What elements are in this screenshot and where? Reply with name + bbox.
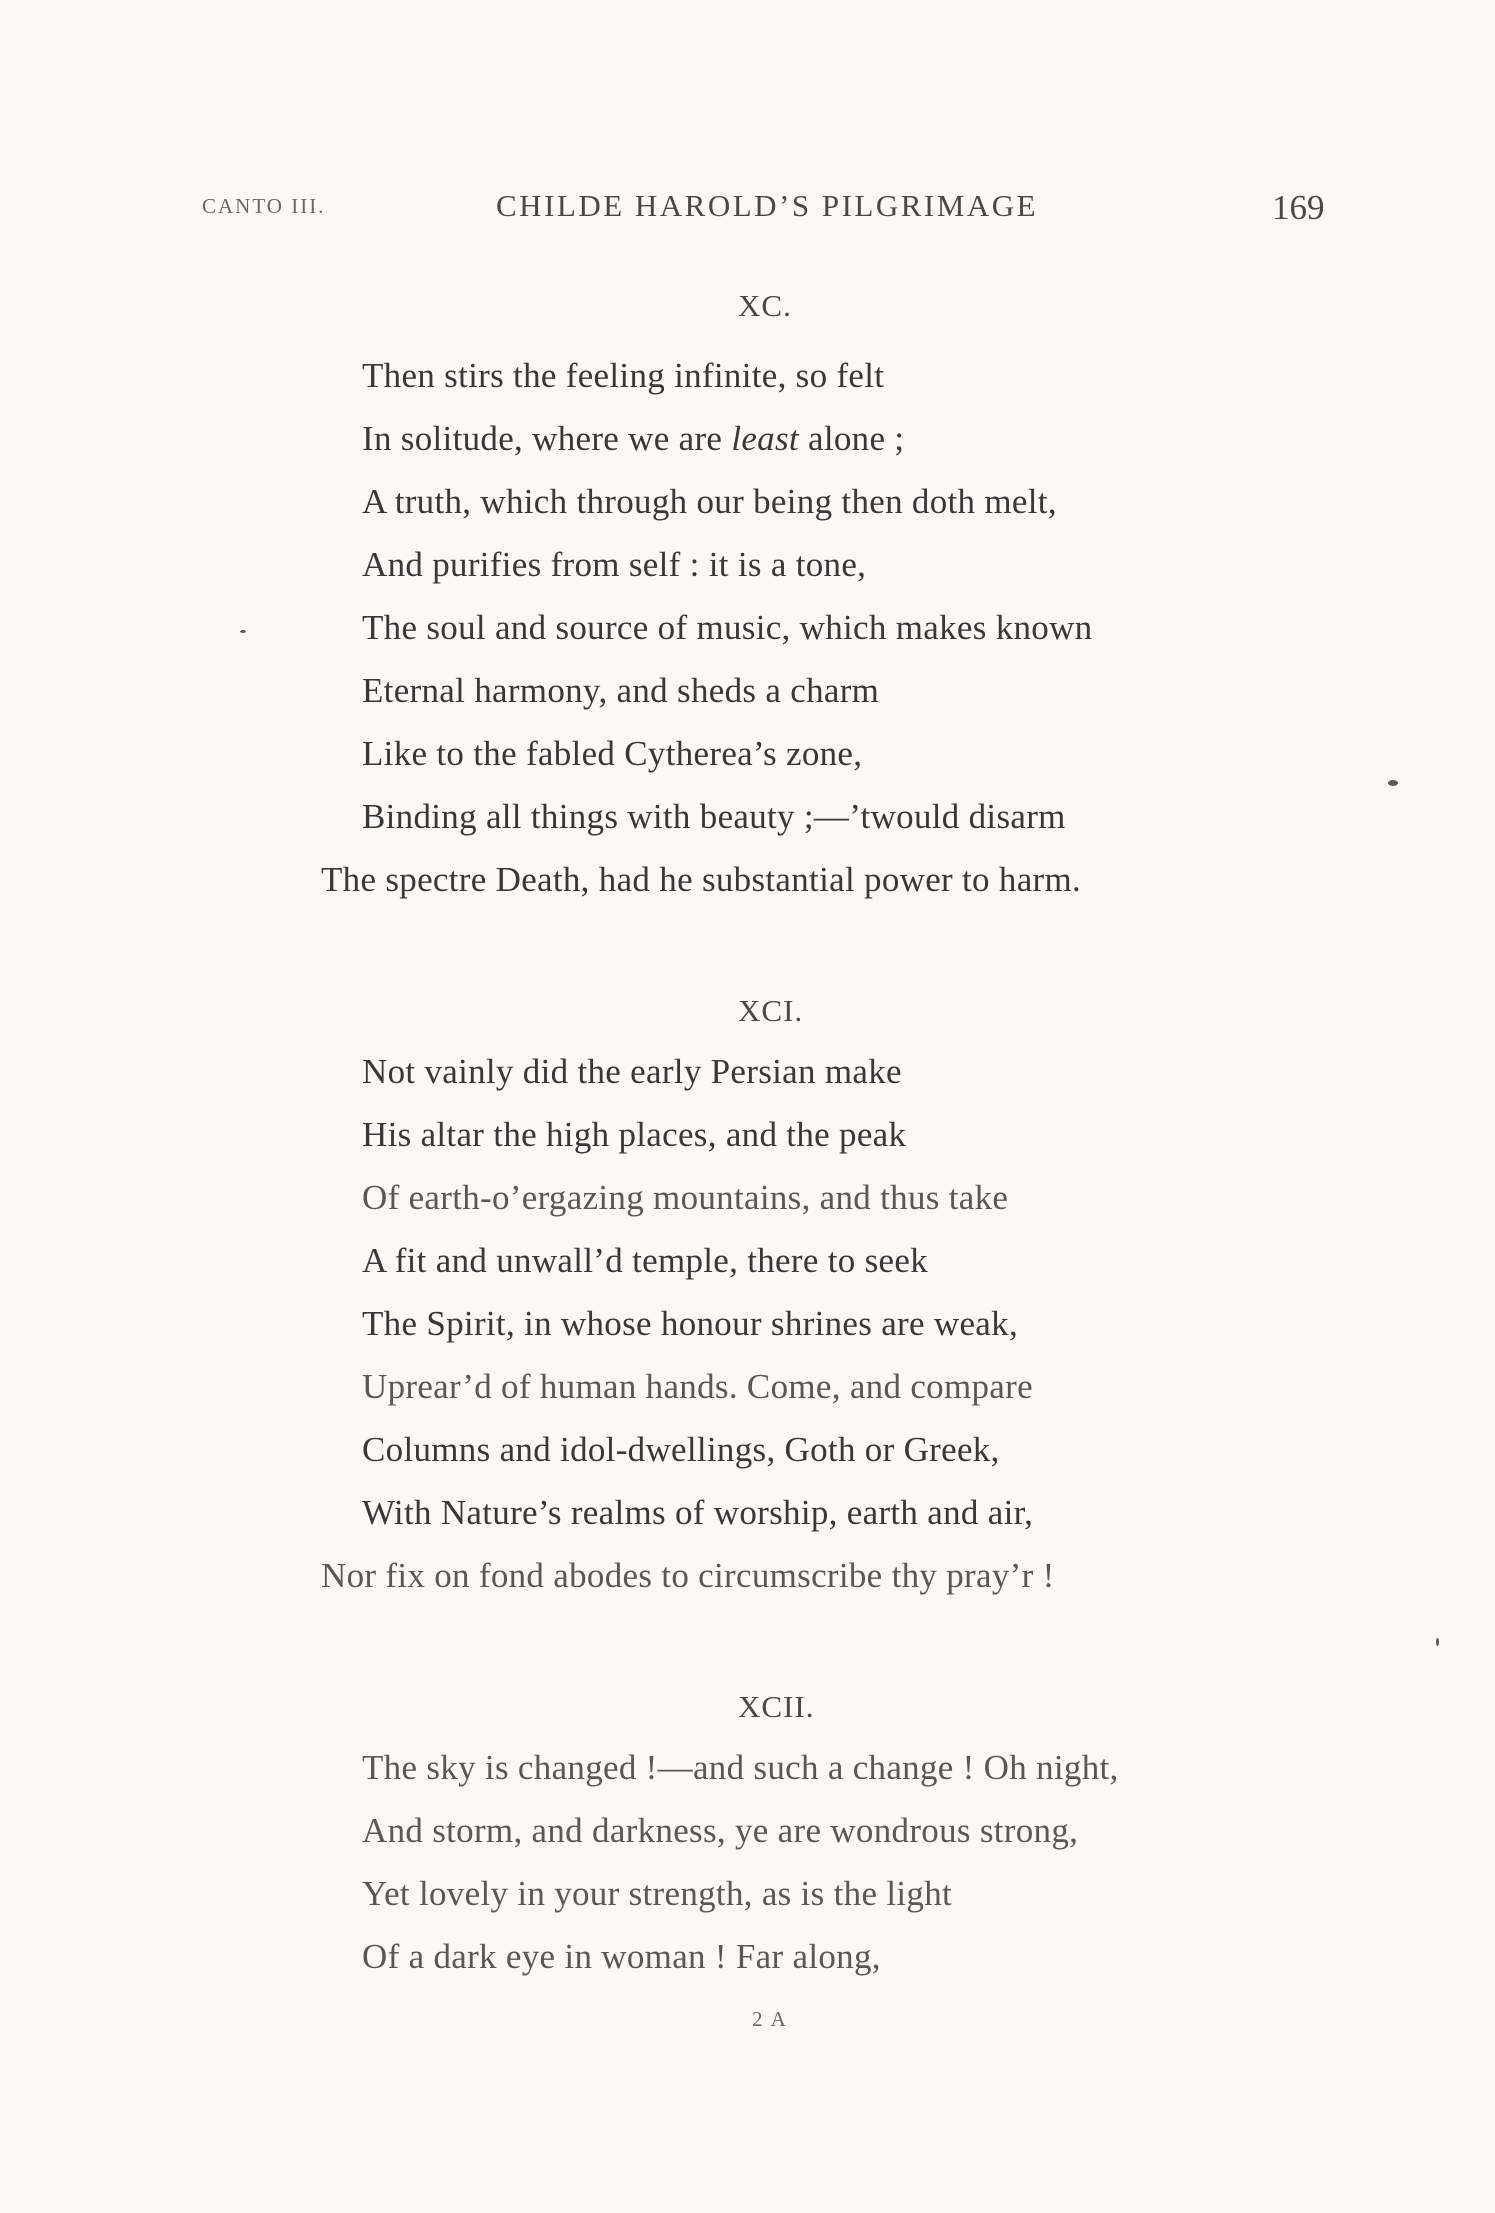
verse-line: Uprear’d of human hands. Come, and compare: [362, 1367, 1033, 1406]
verse-line: Then stirs the feeling infinite, so felt: [362, 356, 885, 395]
verse-line: Not vainly did the early Persian make: [362, 1052, 902, 1091]
verse-line: And storm, and darkness, ye are wondrous strong,: [362, 1811, 1079, 1850]
verse-line: With Nature’s realms of worship, earth and air,: [362, 1493, 1034, 1532]
verse-line: And purifies from self : it is a tone,: [362, 545, 867, 584]
verse-line: The sky is changed !—and such a change ! Oh night,: [362, 1748, 1119, 1787]
verse-line: A truth, which through our being then doth melt,: [362, 482, 1057, 521]
print-speck: [1436, 1638, 1439, 1646]
verse-line: Of a dark eye in woman ! Far along,: [362, 1937, 881, 1976]
book-title: CHILDE HAROLD’S PILGRIMAGE: [496, 188, 1039, 223]
verse-line: The spectre Death, had he substantial power to harm.: [321, 860, 1082, 899]
canto-label: CANTO III.: [202, 194, 326, 218]
verse-line: The soul and source of music, which makes known: [362, 608, 1093, 647]
verse-line: [362, 419, 904, 459]
page-number: 169: [1272, 188, 1325, 227]
signature-mark: 2 A: [752, 2007, 788, 2031]
verse-line: Columns and idol-dwellings, Goth or Greek,: [362, 1430, 1000, 1469]
stanza-numeral: XC.: [738, 288, 792, 323]
verse-line: Eternal harmony, and sheds a charm: [362, 671, 880, 710]
stanza-numeral: XCI.: [738, 993, 804, 1028]
verse-line: His altar the high places, and the peak: [362, 1115, 907, 1154]
verse-line-text: In solitude, where we are: [362, 419, 732, 458]
verse-line: Binding all things with beauty ;—’twould disarm: [362, 797, 1066, 836]
verse-line: The Spirit, in whose honour shrines are weak,: [362, 1304, 1018, 1343]
verse-line: A fit and unwall’d temple, there to seek: [362, 1241, 929, 1280]
print-speck: [240, 630, 246, 633]
verse-line-text: alone ;: [798, 419, 905, 458]
verse-line: Of earth-o’ergazing mountains, and thus take: [362, 1178, 1009, 1217]
verse-line: Yet lovely in your strength, as is the light: [362, 1874, 953, 1913]
stanza-numeral: XCII.: [738, 1689, 815, 1724]
running-head: [0, 188, 1495, 232]
emphasis-word: least: [731, 419, 799, 458]
verse-line: Nor fix on fond abodes to circumscribe thy pray’r !: [321, 1556, 1055, 1595]
verse-line: Like to the fabled Cytherea’s zone,: [362, 734, 863, 773]
print-speck: [1388, 780, 1398, 786]
